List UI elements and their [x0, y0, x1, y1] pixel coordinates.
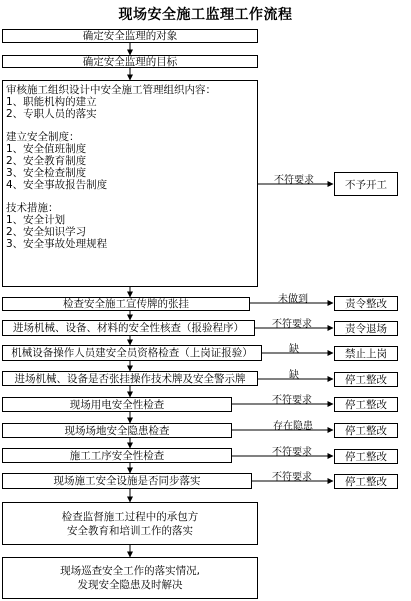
condition-label: 缺 [289, 344, 299, 355]
review-item: 3、安全事故处理规程 [6, 238, 108, 250]
step-check-warning-signs: 进场机械、设备是否张挂操作技术牌及安全警示牌 [2, 371, 258, 386]
step-check-signboards: 检查安全施工宣传牌的张挂 [2, 297, 250, 311]
step-supervise-training [2, 502, 258, 545]
review-item: 1、安全值班制度 [6, 143, 87, 155]
condition-label: 存在隐患 [273, 421, 313, 432]
page-title: 现场安全施工监理工作流程 [118, 7, 293, 23]
step-check-site-hazards: 现场场地安全隐患检查 [2, 423, 232, 438]
result-no-start: 不予开工 [334, 172, 398, 196]
result-stop-work: 停工整改 [334, 449, 398, 464]
condition-label: 不符要求 [272, 472, 312, 483]
patrol-line: 发现安全隐患及时解决 [77, 579, 183, 591]
result-no-duty: 禁止上岗 [334, 346, 398, 361]
step-check-operator-qualification: 机械设备操作人员建安全员资格检查（上岗证报验） [2, 345, 262, 361]
review-item: 2、专职人员的落实 [6, 108, 97, 120]
review-heading-system: 建立安全制度： [6, 131, 80, 143]
review-item: 2、安全知识学习 [6, 226, 87, 238]
result-stop-work: 停工整改 [334, 372, 398, 387]
review-heading-technical: 技术措施： [6, 202, 59, 214]
patrol-line: 现场巡查安全工作的落实情况, [60, 565, 200, 577]
review-item: 2、安全教育制度 [6, 155, 87, 167]
condition-label: 不符要求 [272, 319, 312, 330]
step-patrol [2, 557, 258, 599]
result-stop-work: 停工整改 [334, 397, 398, 412]
supervise-line: 检查监督施工过程中的承包方 [61, 510, 199, 523]
result-exit-site: 责令退场 [334, 321, 398, 336]
step-review-plan [2, 80, 258, 287]
review-item: 1、职能机构的建立 [6, 96, 97, 108]
step-define-goals: 确定安全监理的目标 [2, 55, 258, 68]
review-item: 3、安全检查制度 [6, 167, 87, 179]
condition-label: 缺 [289, 370, 299, 381]
review-item: 4、安全事故报告制度 [6, 179, 108, 191]
supervise-line: 安全教育和培训工作的落实 [67, 524, 193, 537]
step-define-objects: 确定安全监理的对象 [2, 29, 258, 43]
result-rectify: 责令整改 [334, 296, 398, 311]
result-stop-work: 停工整改 [334, 423, 398, 438]
result-stop-work: 停工整改 [334, 474, 398, 489]
step-check-machinery-materials: 进场机械、设备、材料的安全性核查（报验程序） [2, 320, 255, 336]
condition-label: 不符要求 [272, 447, 312, 458]
condition-label: 不符要求 [272, 395, 312, 406]
condition-label: 未做到 [278, 294, 308, 305]
review-heading-organization: 审核施工组织设计中安全施工管理组织内容： [6, 84, 216, 96]
condition-label: 不符要求 [274, 175, 314, 186]
step-check-procedures: 施工工序安全性检查 [2, 448, 232, 463]
step-check-safety-facilities: 现场施工安全设施是否同步落实 [2, 473, 252, 489]
review-item: 1、安全计划 [6, 214, 66, 226]
step-check-electricity: 现场用电安全性检查 [2, 397, 232, 412]
